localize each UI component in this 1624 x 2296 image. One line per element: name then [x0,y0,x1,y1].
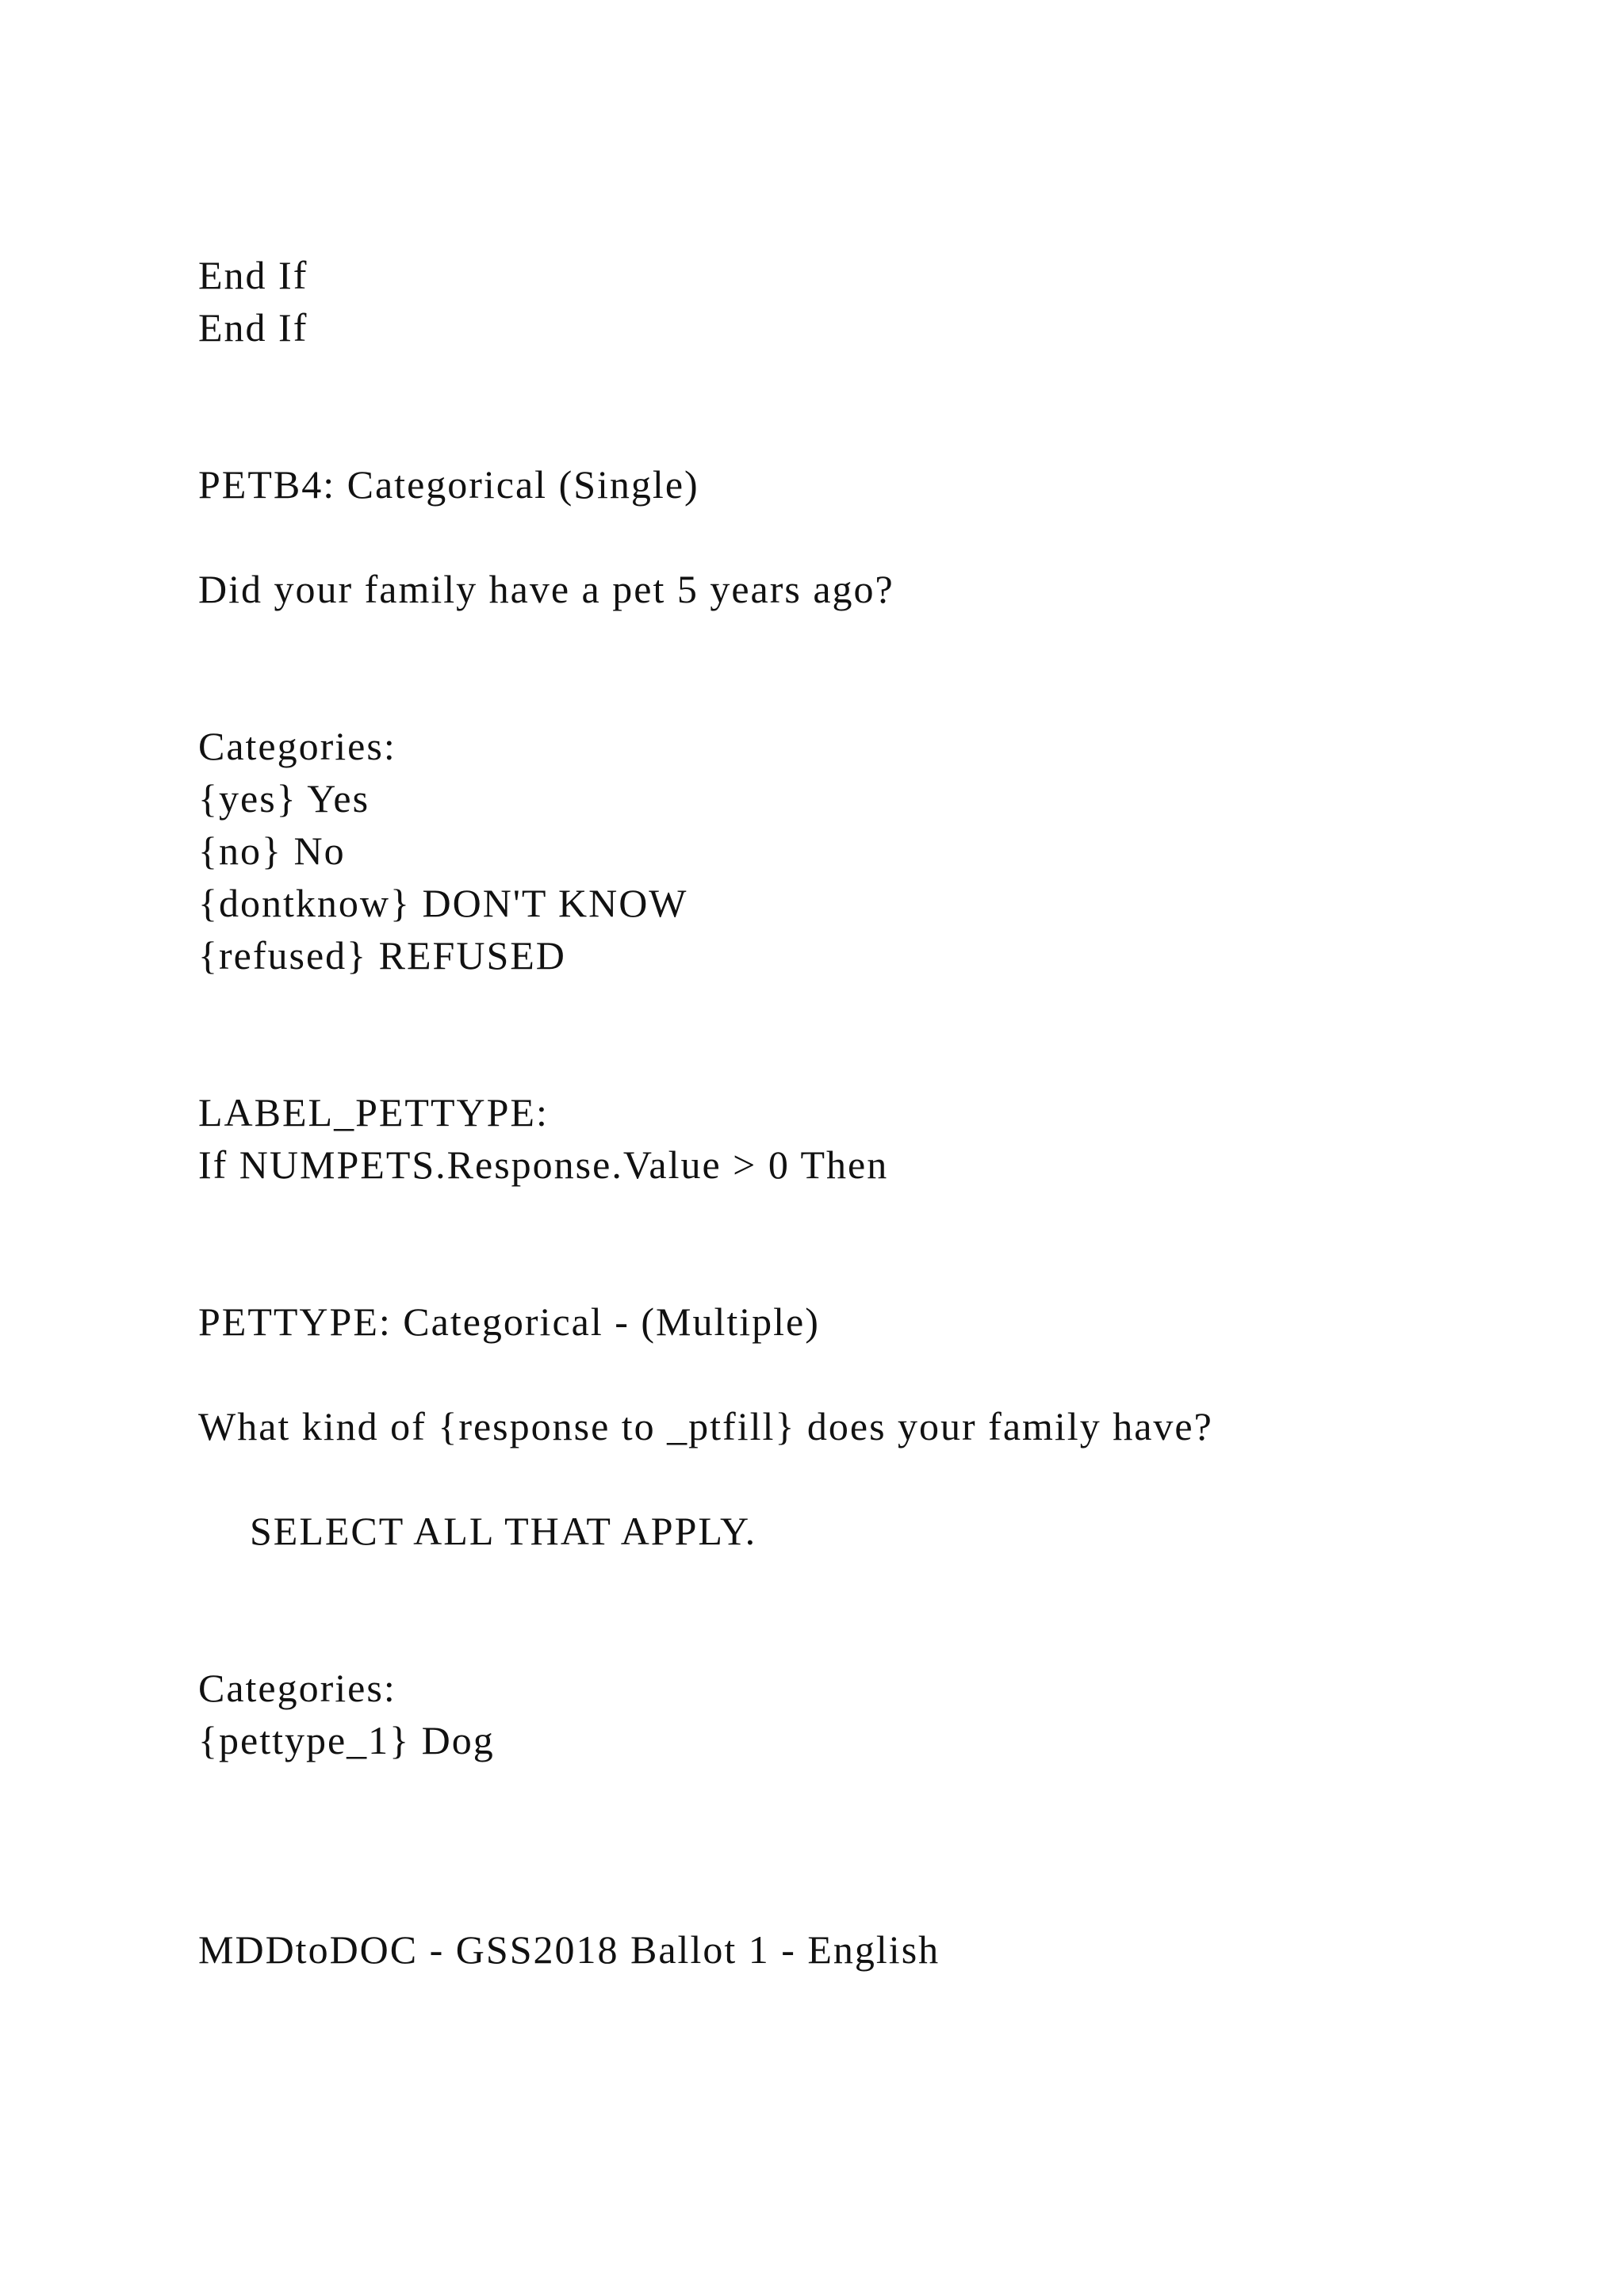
pettype-instruction: SELECT ALL THAT APPLY. [250,1509,757,1553]
pettype-condition: If NUMPETS.Response.Value > 0 Then [198,1142,889,1187]
category-option: {yes} Yes [198,776,370,821]
end-if-line: End If [198,253,308,297]
category-option: {pettype_1} Dog [198,1718,495,1762]
petb4-categories-label: Categories: [198,724,396,768]
petb4-question: Did your family have a pet 5 years ago? [198,567,894,611]
category-option: {refused} REFUSED [198,933,566,978]
document-footer: MDDtoDOC - GSS2018 Ballot 1 - English [198,1927,940,1972]
petb4-heading: PETB4: Categorical (Single) [198,462,699,507]
pettype-question: What kind of {response to _ptfill} does your family have? [198,1404,1213,1448]
category-option: {no} No [198,828,346,873]
category-option: {dontknow} DON'T KNOW [198,881,688,925]
label-pettype: LABEL_PETTYPE: [198,1090,549,1135]
pettype-categories-label: Categories: [198,1666,396,1710]
end-if-line: End If [198,305,308,350]
pettype-heading: PETTYPE: Categorical - (Multiple) [198,1299,820,1344]
